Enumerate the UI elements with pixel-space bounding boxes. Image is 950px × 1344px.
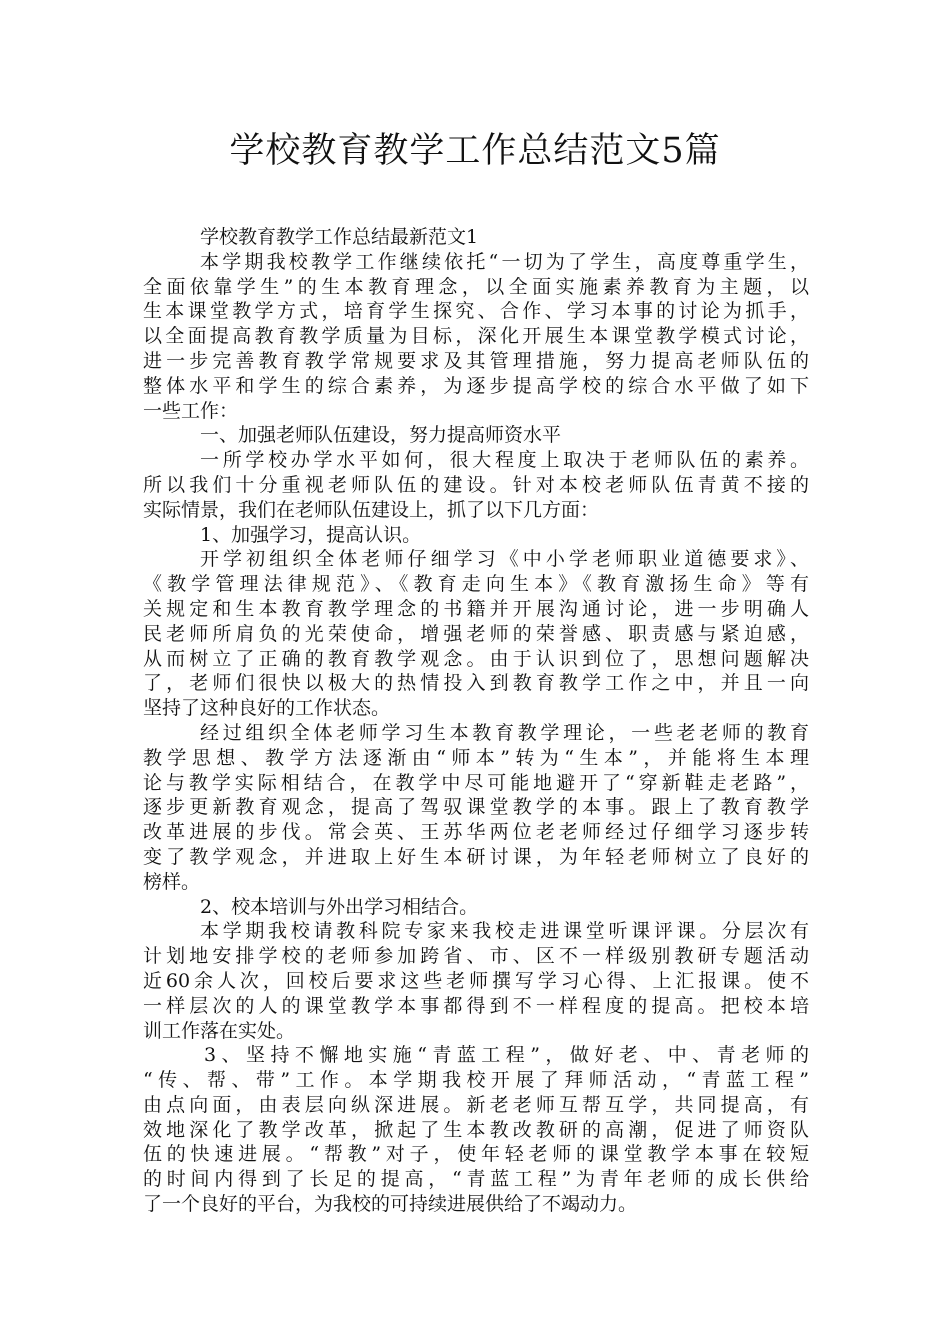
paragraph-line: 近60余人次，回校后要求这些老师撰写学习心得、上汇报课。使不 <box>143 969 809 992</box>
paragraph-line: 生本课堂教学方式，培育学生探究、合作、学习本事的讨论为抓手， <box>143 300 809 323</box>
paragraph-line: 以全面提高教育教学质量为目标，深化开展生本课堂教学模式讨论， <box>143 325 809 348</box>
paragraph-line: 经过组织全体老师学习生本教育教学理论，一些老老师的教育 <box>200 721 809 744</box>
paragraph-line: 本学期我校请教科院专家来我校走进课堂听课评课。分层次有 <box>200 920 809 943</box>
paragraph-line: 伍的快速进展。“帮教”对子，使年轻老师的课堂教学本事在较短 <box>143 1143 809 1166</box>
paragraph-line: 整体水平和学生的综合素养，为逐步提高学校的综合水平做了如下 <box>143 374 809 397</box>
document-body <box>143 225 809 1217</box>
paragraph-line: 开学初组织全体老师仔细学习《中小学老师职业道德要求》、 <box>200 548 809 571</box>
paragraph-line: 逐步更新教育观念，提高了驾驭课堂教学的本事。跟上了教育教学 <box>143 796 809 819</box>
paragraph-line: 1、加强学习，提高认识。 <box>200 523 422 546</box>
paragraph-line: 民老师所肩负的光荣使命，增强老师的荣誉感、职责感与紧迫感， <box>143 622 809 645</box>
paragraph-line: 本学期我校教学工作继续依托“一切为了学生，高度尊重学生， <box>200 250 809 273</box>
paragraph-line: 一样层次的人的课堂教学本事都得到不一样程度的提高。把校本培 <box>143 994 809 1017</box>
paragraph-line: 坚持了这种良好的工作状态。 <box>143 697 391 720</box>
paragraph-line: 进一步完善教育教学常规要求及其管理措施，努力提高老师队伍的 <box>143 349 809 372</box>
paragraph-line: 了，老师们很快以极大的热情投入到教育教学工作之中，并且一向 <box>143 672 809 695</box>
paragraph-line: 训工作落在实处。 <box>143 1019 296 1042</box>
paragraph-line: 《教学管理法律规范》、《教育走向生本》《教育激扬生命》等有 <box>143 573 809 596</box>
paragraph-line: 榜样。 <box>143 870 201 893</box>
paragraph-line: 了一个良好的平台，为我校的可持续进展供给了不竭动力。 <box>143 1193 638 1216</box>
paragraph-line: 教学思想、教学方法逐渐由“师本”转为“生本”，并能将生本理 <box>143 746 809 769</box>
paragraph-line: 实际情景，我们在老师队伍建设上，抓了以下几方面： <box>143 498 600 521</box>
paragraph-line: 2、校本培训与外出学习相结合。 <box>200 895 479 918</box>
document-title: 学校教育教学工作总结范文5篇 <box>229 131 721 171</box>
paragraph-line: 所以我们十分重视老师队伍的建设。针对本校老师队伍青黄不接的 <box>143 473 809 496</box>
paragraph-line: 一所学校办学水平如何，很大程度上取决于老师队伍的素养。 <box>200 449 809 472</box>
paragraph-line: 一些工作： <box>143 399 239 422</box>
paragraph-line: 由点向面，由表层向纵深进展。新老老师互帮互学，共同提高，有 <box>143 1093 809 1116</box>
paragraph-line: 关规定和生本教育教学理念的书籍并开展沟通讨论，进一步明确人 <box>143 597 809 620</box>
paragraph-line: 从而树立了正确的教育教学观念。由于认识到位了，思想问题解决 <box>143 647 809 670</box>
paragraph-line: 3、坚持不懈地实施“青蓝工程”，做好老、中、青老师的 <box>204 1044 809 1067</box>
paragraph-line: 全面依靠学生”的生本教育理念，以全面实施素养教育为主题，以 <box>143 275 809 298</box>
paragraph-line: 改革进展的步伐。常会英、王苏华两位老老师经过仔细学习逐步转 <box>143 821 809 844</box>
paragraph-line: 的时间内得到了长足的提高，“青蓝工程”为青年老师的成长供给 <box>143 1168 809 1191</box>
paragraph-line: 一、加强老师队伍建设，努力提高师资水平 <box>200 424 562 447</box>
paragraph-line: 变了教学观念，并进取上好生本研讨课，为年轻老师树立了良好的 <box>143 845 809 868</box>
paragraph-line: 计划地安排学校的老师参加跨省、市、区不一样级别教研专题活动 <box>143 945 809 968</box>
paragraph-line: 论与教学实际相结合，在教学中尽可能地避开了“穿新鞋走老路”， <box>143 771 809 794</box>
paragraph-line: “传、帮、带”工作。本学期我校开展了拜师活动，“青蓝工程” <box>143 1069 809 1092</box>
paragraph-line: 学校教育教学工作总结最新范文1 <box>200 226 479 248</box>
paragraph-line: 效地深化了教学改革，掀起了生本教改教研的高潮，促进了师资队 <box>143 1118 809 1141</box>
